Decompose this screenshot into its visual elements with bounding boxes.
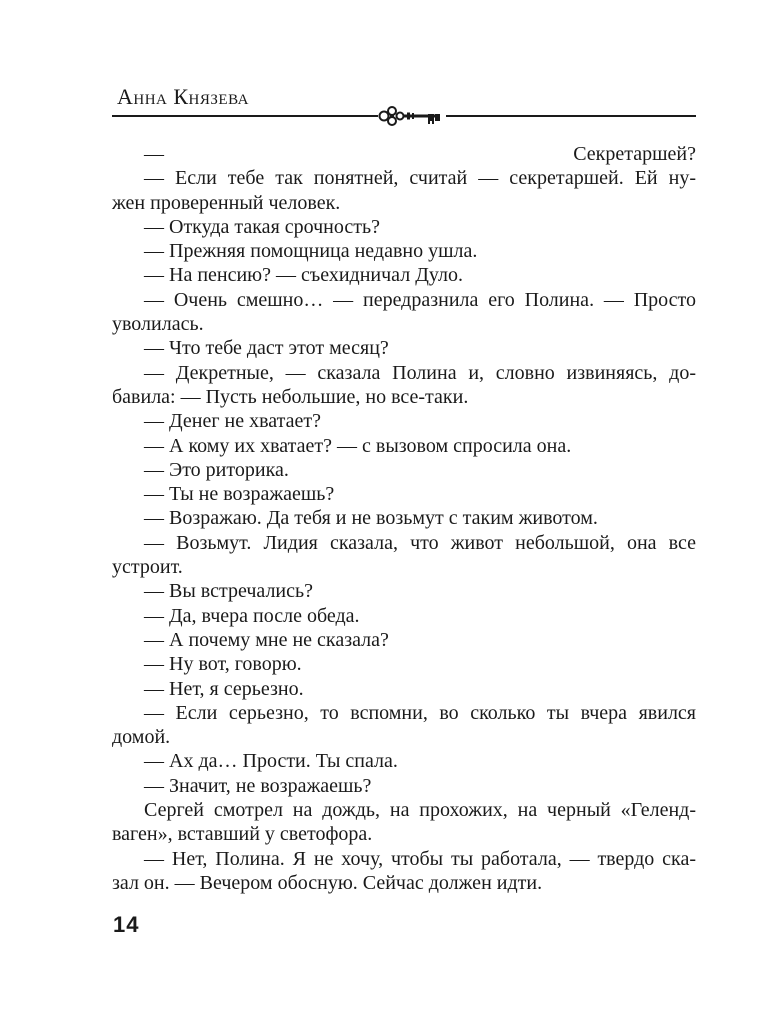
text-line: — Если тебе так понятней, считай — секретаршей. Ей ну- <box>144 167 696 190</box>
text-line: — Что тебе даст этот месяц? <box>144 337 389 360</box>
text-line: уволилась. <box>112 313 204 336</box>
text-line: бавила: — Пусть небольшие, но все-таки. <box>112 385 469 408</box>
text-line: — Если серьезно, то вспомни, во сколько ты вчера явился <box>144 701 696 724</box>
text-line: — Значит, не возражаешь? <box>144 774 372 797</box>
text-line: жен проверенный человек. <box>112 191 341 214</box>
page-number: 14 <box>113 912 140 937</box>
text-line: Сергей смотрел на дождь, на прохожих, на черный «Геленд- <box>144 799 696 822</box>
text-line: — Нет, Полина. Я не хочу, чтобы ты работала, — твердо ска- <box>144 847 696 870</box>
text-line: ваген», вставший у светофора. <box>112 823 373 846</box>
text-line: — Возражаю. Да тебя и не возьмут с таким животом. <box>144 507 598 530</box>
text-line: — Очень смешно… — передразнила его Полина. — Просто <box>144 288 696 311</box>
text-line: — Откуда такая срочность? <box>144 215 380 238</box>
text-line: — Возьмут. Лидия сказала, что живот небольшой, она все <box>144 531 696 554</box>
key-icon <box>378 104 446 128</box>
text-line: зал он. — Вечером обосную. Сейчас должен идти. <box>112 871 543 894</box>
text-line: — Это риторика. <box>144 458 289 481</box>
text-line: устроит. <box>112 556 183 579</box>
body-text <box>112 142 696 895</box>
text-line: — Секретаршей? <box>144 143 696 165</box>
text-line: домой. <box>112 726 171 749</box>
text-line: — Ну вот, говорю. <box>144 653 302 676</box>
text-line: — Денег не хватает? <box>144 410 322 433</box>
text-line: — Декретные, — сказала Полина и, словно извиняясь, до- <box>144 361 696 384</box>
text-line: — А почему мне не сказала? <box>144 628 389 651</box>
text-line: — Ах да… Прости. Ты спала. <box>144 750 398 773</box>
text-line: — А кому их хватает? — с вызовом спросила она. <box>144 434 572 457</box>
text-line: — Вы встречались? <box>144 580 314 603</box>
text-line: — Нет, я серьезно. <box>144 677 304 700</box>
text-line: — Прежняя помощница недавно ушла. <box>144 240 478 263</box>
author-name: Анна Князева <box>117 84 249 109</box>
text-line: — На пенсию? — съехидничал Дуло. <box>144 264 463 287</box>
text-line: — Да, вчера после обеда. <box>144 604 360 627</box>
text-line: — Ты не возражаешь? <box>144 483 335 506</box>
